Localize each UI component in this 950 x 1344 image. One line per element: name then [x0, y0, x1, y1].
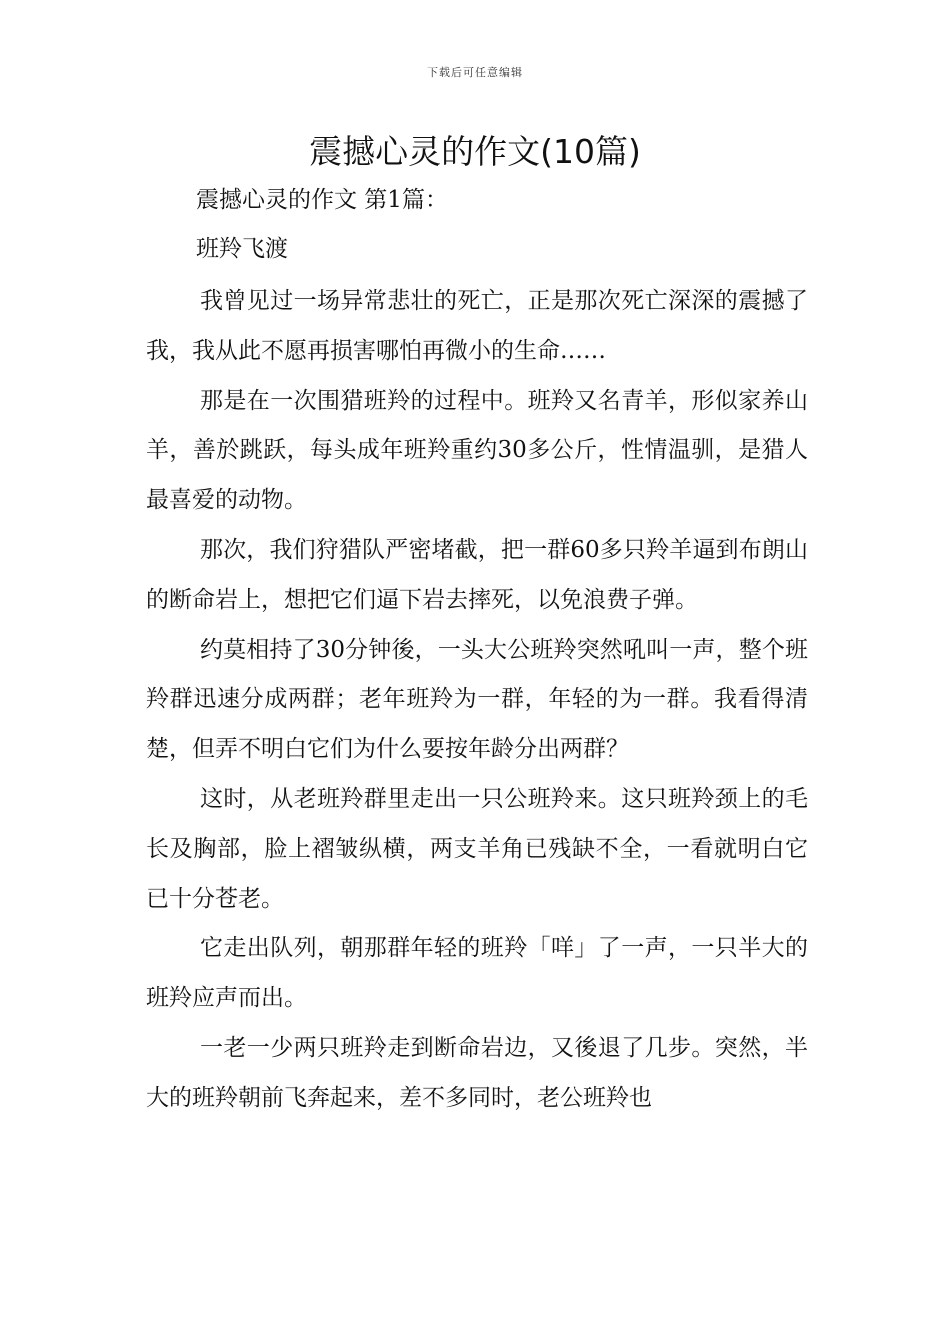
page-header-note: 下载后可任意编辑: [427, 66, 523, 79]
paragraph: 一老一少两只班羚走到断命岩边，又後退了几步。突然，半大的班羚朝前飞奔起来，差不多同时，老公班羚也: [146, 1034, 808, 1111]
article-title: 班羚飞渡: [196, 236, 288, 262]
paragraph: 那次，我们狩猎队严密堵截，把一群60多只羚羊逼到布朗山的断命岩上，想把它们逼下岩去摔死，以免浪费子弹。: [146, 536, 808, 613]
paragraph: 我曾见过一场异常悲壮的死亡，正是那次死亡深深的震撼了我，我从此不愿再损害哪怕再微小的生命……: [146, 288, 808, 364]
section-heading: 震撼心灵的作文 第1篇：: [196, 187, 448, 213]
paragraph: 约莫相持了30分钟後，一头大公班羚突然吼叫一声，整个班羚群迅速分成两群；老年班羚为一群，年轻的为一群。我看得清楚，但弄不明白它们为什么要按年龄分出两群？: [146, 636, 808, 763]
paragraph: 那是在一次围猎班羚的过程中。班羚又名青羊，形似家养山羊，善於跳跃，每头成年班羚重约30多公斤，性情温驯，是猎人最喜爱的动物。: [146, 387, 808, 514]
article-body: [146, 277, 808, 1124]
document-title: 震撼心灵的作文(10篇): [309, 132, 641, 171]
paragraph: 它走出队列，朝那群年轻的班羚「咩」了一声，一只半大的班羚应声而出。: [146, 935, 808, 1012]
paragraph: 这时，从老班羚群里走出一只公班羚来。这只班羚颈上的毛长及胸部，脸上褶皱纵横，两支羊角已残缺不全，一看就明白它已十分苍老。: [146, 785, 808, 912]
